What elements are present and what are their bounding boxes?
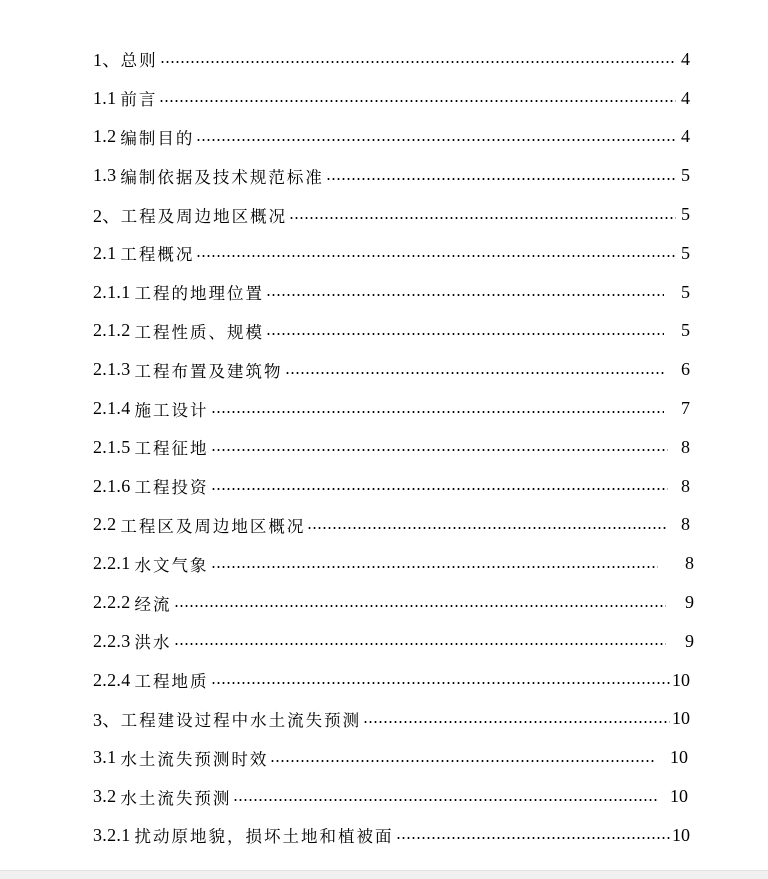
toc-entry[interactable] (93, 350, 690, 389)
toc-entry-page: 8 (681, 514, 690, 535)
toc-entry-page: 5 (681, 204, 690, 225)
toc-entry[interactable] (93, 118, 690, 157)
toc-entry[interactable] (93, 389, 690, 428)
toc-entry-title: 工程区及周边地区概况 (120, 516, 306, 536)
toc-dot-leader (211, 682, 671, 684)
toc-entry-number: 2.1.1 (93, 281, 131, 302)
toc-dot-leader (160, 61, 676, 63)
toc-entry-number: 2、 (93, 205, 121, 226)
toc-entry-title: 工程投资 (134, 478, 209, 498)
toc-entry[interactable] (93, 738, 690, 777)
toc-dot-leader (211, 488, 669, 490)
toc-entry[interactable] (93, 700, 690, 739)
toc-entry[interactable] (93, 273, 690, 312)
table-of-contents (93, 40, 694, 855)
toc-entry[interactable] (93, 79, 690, 118)
toc-entry[interactable] (93, 622, 694, 661)
toc-entry[interactable] (93, 544, 694, 583)
toc-entry-page: 9 (685, 630, 694, 651)
toc-entry-page: 10 (670, 786, 688, 807)
toc-entry-page: 4 (681, 48, 690, 69)
toc-entry-page: 9 (685, 592, 694, 613)
toc-entry-title: 总则 (120, 51, 158, 71)
toc-entry-page: 7 (681, 398, 690, 419)
toc-entry-title: 水文气象 (134, 555, 209, 575)
toc-entry-page: 10 (672, 669, 690, 690)
toc-entry-number: 2.2 (93, 514, 117, 535)
toc-entry-number: 1.3 (93, 165, 117, 186)
toc-entry-page: 10 (672, 824, 690, 845)
toc-entry-page: 5 (681, 165, 690, 186)
toc-dot-leader (266, 333, 664, 335)
toc-entry-title: 前言 (120, 90, 158, 110)
toc-entry-page: 10 (670, 747, 688, 768)
toc-dot-leader (159, 100, 676, 102)
toc-entry-number: 2.1.5 (93, 436, 131, 457)
toc-entry-number: 2.2.3 (93, 630, 131, 651)
toc-entry[interactable] (93, 234, 690, 273)
toc-dot-leader (174, 643, 667, 645)
toc-entry-title: 工程地质 (134, 672, 209, 692)
toc-entry-page: 5 (681, 320, 690, 341)
toc-dot-leader (396, 837, 671, 839)
toc-entry-title: 经流 (134, 594, 172, 614)
toc-entry-number: 2.1.2 (93, 320, 131, 341)
toc-dot-leader (196, 139, 676, 141)
toc-entry-title: 扰动原地貌，损坏土地和植被面 (134, 827, 394, 847)
toc-entry-number: 1.2 (93, 126, 117, 147)
toc-entry-number: 3.1 (93, 747, 117, 768)
toc-entry[interactable] (93, 506, 690, 545)
toc-entry-number: 2.2.2 (93, 592, 131, 613)
toc-entry-title: 工程布置及建筑物 (134, 361, 283, 381)
toc-entry[interactable] (93, 312, 690, 351)
toc-entry-page: 8 (685, 553, 694, 574)
toc-entry-page: 6 (681, 359, 690, 380)
toc-entry-number: 3.2.1 (93, 824, 131, 845)
toc-entry-page: 10 (672, 708, 690, 729)
toc-entry-number: 3.2 (93, 786, 117, 807)
toc-dot-leader (289, 217, 676, 219)
toc-dot-leader (174, 605, 667, 607)
toc-entry[interactable] (93, 40, 690, 79)
toc-dot-leader (285, 372, 665, 374)
toc-entry[interactable] (93, 156, 690, 195)
toc-entry-number: 1.1 (93, 87, 117, 108)
toc-entry-page: 5 (681, 281, 690, 302)
toc-entry[interactable] (93, 777, 690, 816)
toc-entry-number: 2.1 (93, 242, 117, 263)
toc-entry[interactable] (93, 467, 690, 506)
toc-entry-page: 4 (681, 126, 690, 147)
toc-entry-title: 工程建设过程中水土流失预测 (120, 710, 362, 730)
toc-entry-number: 2.1.4 (93, 398, 131, 419)
toc-dot-leader (233, 799, 658, 801)
toc-entry-title: 工程及周边地区概况 (120, 206, 288, 226)
toc-dot-leader (363, 721, 670, 723)
toc-entry-page: 4 (681, 87, 690, 108)
toc-entry-title: 水土流失预测 (120, 788, 232, 808)
toc-dot-leader (307, 527, 668, 529)
toc-dot-leader (196, 255, 676, 257)
toc-entry-number: 3、 (93, 709, 121, 730)
toc-entry-title: 洪水 (134, 633, 172, 653)
toc-dot-leader (211, 449, 669, 451)
toc-dot-leader (326, 178, 676, 180)
toc-entry-title: 工程的地理位置 (134, 284, 264, 304)
toc-entry[interactable] (93, 195, 690, 234)
toc-entry[interactable] (93, 583, 694, 622)
toc-entry-page: 8 (681, 475, 690, 496)
toc-entry[interactable] (93, 428, 690, 467)
toc-entry-number: 2.1.3 (93, 359, 131, 380)
toc-entry-page: 5 (681, 242, 690, 263)
toc-entry-title: 水土流失预测时效 (120, 749, 269, 769)
toc-entry-title: 施工设计 (134, 400, 209, 420)
toc-entry-title: 工程征地 (134, 439, 209, 459)
toc-dot-leader (211, 411, 665, 413)
toc-entry-number: 2.2.1 (93, 553, 131, 574)
toc-entry[interactable] (93, 661, 690, 700)
toc-entry-title: 编制依据及技术规范标准 (120, 167, 324, 187)
toc-entry-number: 2.2.4 (93, 669, 131, 690)
toc-dot-leader (270, 760, 656, 762)
toc-entry-page: 8 (681, 436, 690, 457)
toc-entry-title: 工程概况 (120, 245, 195, 265)
toc-entry[interactable] (93, 816, 690, 855)
toc-entry-number: 2.1.6 (93, 475, 131, 496)
toc-dot-leader (211, 566, 659, 568)
toc-dot-leader (266, 294, 664, 296)
toc-entry-title: 工程性质、规模 (134, 322, 264, 342)
toc-entry-number: 1、 (93, 50, 121, 71)
toc-entry-title: 编制目的 (120, 128, 195, 148)
